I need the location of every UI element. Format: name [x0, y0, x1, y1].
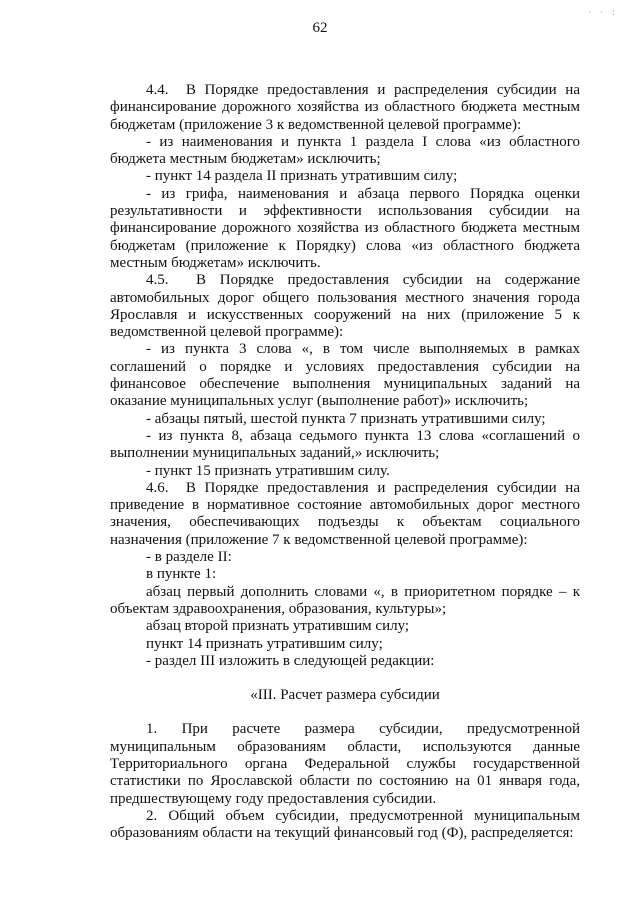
list-item: - пункт 15 признать утратившим силу. — [146, 462, 390, 479]
list-item: - пункт 14 раздела II признать утратившим силу; — [146, 168, 458, 185]
scan-corner-mark: · · : — [588, 8, 618, 18]
section-heading: «III. Расчет размера субсидии — [250, 687, 440, 704]
document-body — [110, 82, 580, 842]
paragraph-4-5: 4.5. В Порядке предоставления субсидии на содержание автомобильных дорог общего пользования местного значения города Ярославля и искусственных сооружений на них (приложение 5 к ведомственной целевой программе): — [110, 272, 580, 341]
paragraph-4-4: 4.4. В Порядке предоставления и распределения субсидии на финансирование дорожного хозяйства из областного бюджета местным бюджетам (приложение 3 к ведомственной целевой программе): — [110, 82, 580, 133]
list-item: - из пункта 8, абзаца седьмого пункта 13 слова «соглашений о выполнении муниципальных заданий,» исключить; — [110, 427, 580, 462]
section-paragraph: 2. Общий объем субсидии, предусмотренной муниципальным образованиям области на текущий финансовый год (Ф), распределяется: — [110, 807, 580, 842]
list-item: - из пункта 3 слова «, в том числе выполняемых в рамках соглашений о порядке и условиях предоставления субсидии на финансовое обеспечение выполнения муниципальных заданий на оказание муниципальных услуг (выполнение работ)» исключить; — [110, 341, 580, 410]
list-item: абзац первый дополнить словами «, в приоритетном порядке – к объектам здравоохранения, образования, культуры»; — [110, 583, 580, 617]
list-item: в пункте 1: — [146, 566, 217, 583]
list-item: - раздел III изложить в следующей редакции: — [146, 652, 435, 669]
list-item: - абзацы пятый, шестой пункта 7 признать утратившими силу; — [146, 410, 546, 427]
paragraph-4-6: 4.6. В Порядке предоставления и распределения субсидии на приведение в нормативное состояние автомобильных дорог местного значения, обеспечивающих подъезды к объектам социального назначения (приложение 7 к ведомственной целевой программе): — [110, 479, 580, 548]
page-number: 62 — [312, 20, 328, 36]
list-item: абзац второй признать утратившим силу; — [146, 618, 410, 635]
list-item: - из наименования и пункта 1 раздела I слова «из областного бюджета местным бюджетам» исключить; — [110, 133, 580, 168]
list-item: - из грифа, наименования и абзаца первого Порядка оценки результативности и эффективности использования субсидии на финансирование дорожного хозяйства из областного бюджета местным бюджетам (приложение к Порядку) слова «из областного бюджета местным бюджетам» исключить. — [110, 185, 580, 271]
list-item: пункт 14 признать утратившим силу; — [146, 635, 383, 652]
section-paragraph: 1. При расчете размера субсидии, предусмотренной муниципальным образованиям области, используются данные Территориального органа Федеральной службы государственной статистики по Ярославской области по состоянию на 01 января года, предшествующему году предоставления субсидии. — [110, 721, 580, 807]
list-item: - в разделе II: — [146, 549, 232, 566]
